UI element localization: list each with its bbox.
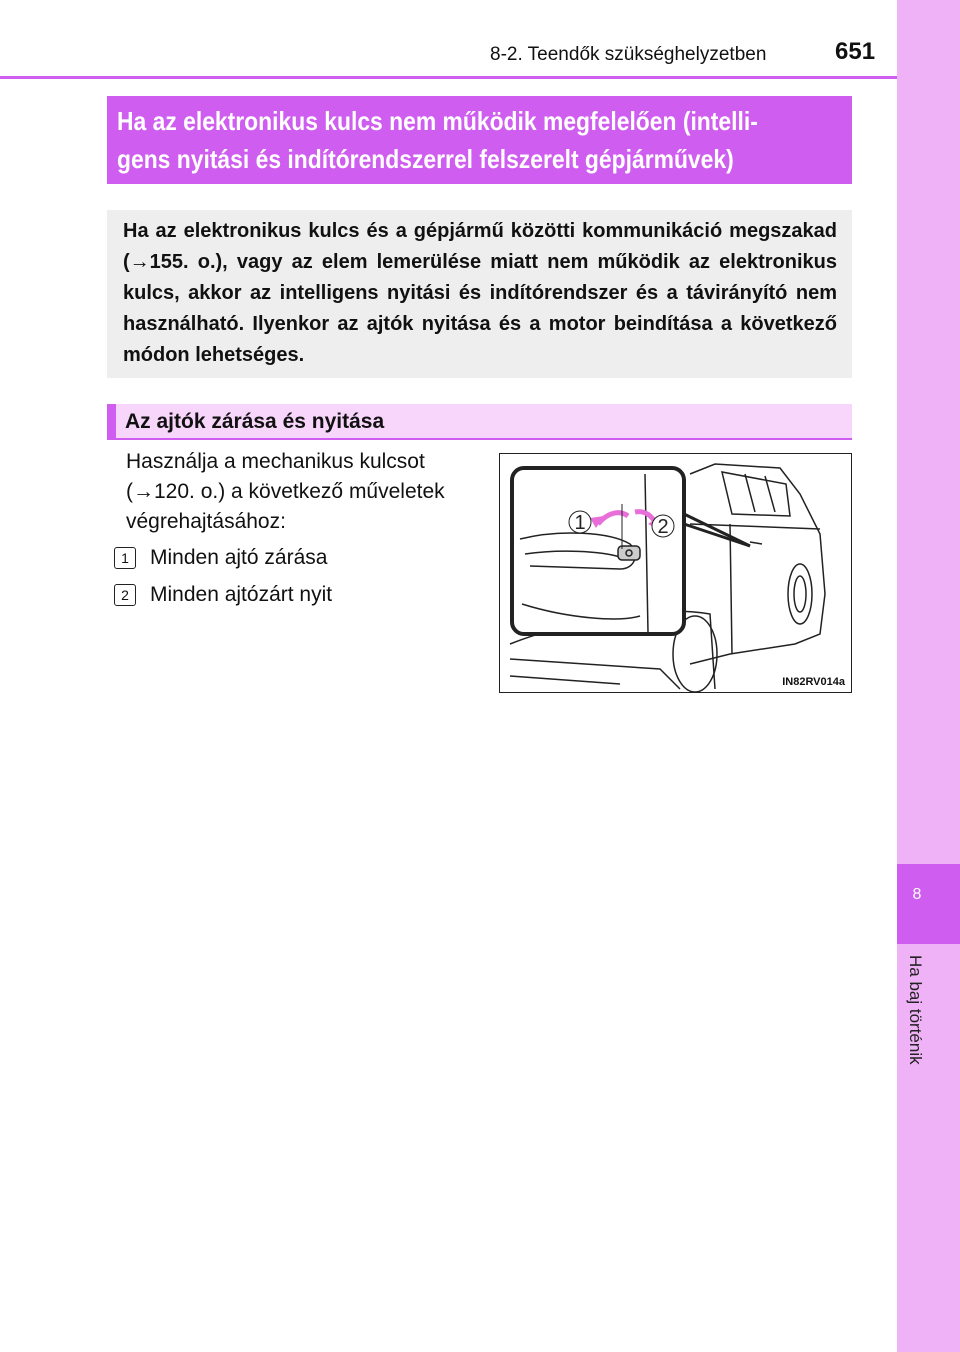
step-1-text: Minden ajtó zárása [150, 546, 328, 569]
step-2-text: Minden ajtózárt nyit [150, 583, 333, 606]
intro-box: Ha az elektronikus kulcs és a gépjármű közötti kommunikáció megszakad (→155. o.), vagy az elem lemerülése miatt nem működik az elektronikus kulcs, akkor az intelligens nyitási és indítórendszer és a távirányító nem használható. Ilyenkor az ajtók nyitása és a motor beindítása a következő módon lehetséges. [107, 210, 852, 378]
subheading: Az ajtók zárása és nyitása [107, 404, 852, 440]
door-key-illustration [499, 453, 852, 693]
chapter-label: Ha baj történik [906, 955, 925, 1065]
section-title: 8-2. Teendők szükséghelyzetben [490, 44, 767, 65]
body-line-3: végrehajtásához: [126, 510, 286, 533]
chapter-number: 8 [912, 886, 922, 903]
step-2 [114, 580, 332, 610]
chapter-sidebar [897, 0, 960, 1352]
body-line-2: (→120. o.) a következő műveletek [126, 480, 445, 503]
main-title-line2: gens nyitási és indítórendszerrel felszerelt gépjárművek) [117, 144, 734, 174]
header-divider [0, 76, 897, 79]
step-1-number: 1 [114, 547, 136, 569]
callout-1: 1 [574, 512, 586, 534]
main-title [107, 96, 852, 184]
car-door-drawing [500, 454, 851, 692]
step-1 [114, 543, 327, 573]
body-text [126, 447, 496, 537]
chapter-tab [897, 864, 960, 944]
figure-caption: IN82RV014a [782, 676, 845, 688]
page-number: 651 [835, 38, 876, 65]
main-title-line1: Ha az elektronikus kulcs nem működik megfelelően (intelli- [117, 106, 758, 136]
body-line-1: Használja a mechanikus kulcsot [126, 450, 425, 473]
step-2-number: 2 [114, 584, 136, 606]
callout-2: 2 [657, 516, 669, 538]
